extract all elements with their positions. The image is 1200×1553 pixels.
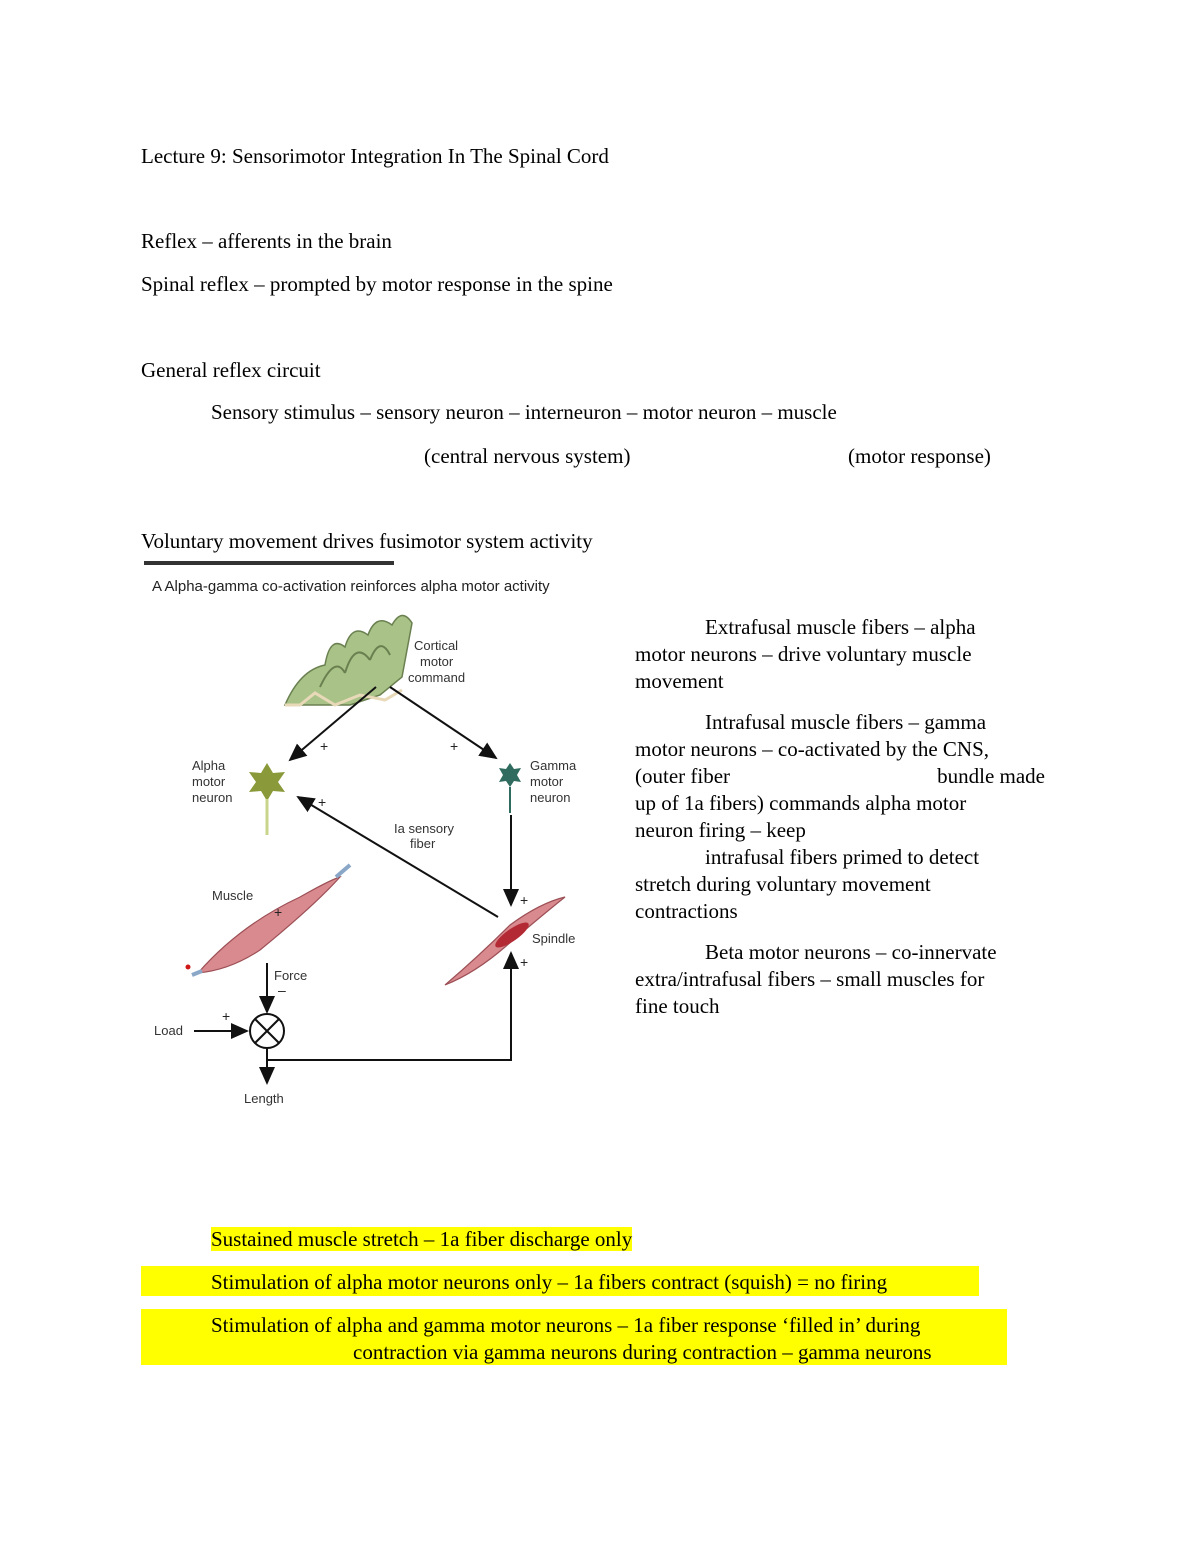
gamma-label-1: Gamma — [530, 758, 577, 773]
cortical-label-2: motor — [420, 654, 454, 669]
cortex-illustration — [285, 615, 412, 705]
page-title: Lecture 9: Sensorimotor Integration In The Spinal Cord — [141, 144, 609, 168]
highlight-text: Sustained muscle stretch – 1a fiber discharge only — [211, 1227, 633, 1251]
intrafusal-line: neuron firing – keep — [635, 818, 806, 842]
beta-line: extra/intrafusal fibers – small muscles for — [635, 967, 985, 991]
beta-line: fine touch — [635, 994, 720, 1018]
highlight-line-2: Stimulation of alpha motor neurons only – 1a fibers contract (squish) = no firing — [211, 1270, 888, 1294]
ia-sensory-fiber-arrow — [298, 797, 498, 917]
spindle-label: Spindle — [532, 931, 576, 946]
plus-sign: + — [318, 794, 327, 810]
intrafusal-indent-line: intrafusal fibers primed to detect — [705, 845, 980, 869]
gamma-label-3: neuron — [530, 790, 571, 805]
highlight-line-3a: Stimulation of alpha and gamma motor neurons – 1a fiber response ‘filled in’ during — [211, 1313, 921, 1337]
alpha-label-2: motor — [192, 774, 226, 789]
plus-sign: + — [320, 738, 329, 754]
plus-sign: + — [450, 738, 459, 754]
extrafusal-note — [635, 614, 1045, 695]
intrafusal-lead: Intrafusal muscle fibers – gamma — [705, 710, 987, 734]
intrafusal-line: motor neurons – co-activated by the CNS, — [635, 737, 990, 761]
cns-note: (central nervous system) — [424, 444, 631, 468]
gamma-label-2: motor — [530, 774, 564, 789]
highlight-line-3b: contraction via gamma neurons during contraction – gamma neurons — [353, 1340, 932, 1364]
gamma-motor-neuron — [499, 763, 521, 787]
intrafusal-note — [635, 709, 1045, 925]
side-notes — [635, 614, 1045, 1034]
comparator-junction — [250, 1014, 284, 1048]
plus-sign: + — [520, 892, 529, 908]
intrafusal-line: stretch during voluntary movement — [635, 872, 931, 896]
ia-label-2: fiber — [410, 836, 436, 851]
length-label: Length — [244, 1091, 284, 1106]
motor-response-note: (motor response) — [848, 444, 991, 468]
force-label: Force — [274, 968, 308, 983]
cropped-text-remnant — [144, 561, 394, 565]
load-label: Load — [154, 1023, 183, 1038]
intrafusal-line: up of 1a fibers) commands alpha motor — [635, 791, 967, 815]
beta-note — [635, 939, 1045, 1020]
extrafusal-lead: Extrafusal muscle fibers – alpha — [705, 615, 976, 639]
spinal-reflex-definition: Spinal reflex – prompted by motor response in the spine — [141, 272, 613, 296]
plus-sign: + — [222, 1008, 231, 1024]
alpha-gamma-figure — [140, 555, 620, 1115]
highlight-line-1 — [211, 1226, 632, 1253]
force-minus: – — [278, 982, 286, 998]
intrafusal-outer-b: bundle made — [937, 764, 1045, 788]
arrow-to-gamma — [390, 687, 496, 758]
beta-lead: Beta motor neurons – co-innervate — [705, 940, 997, 964]
voluntary-heading: Voluntary movement drives fusimotor system activity — [141, 529, 593, 553]
alpha-label-3: neuron — [192, 790, 233, 805]
muscle-illustration — [186, 865, 351, 975]
extrafusal-line: movement — [635, 669, 724, 693]
ia-label-1: Ia sensory — [394, 821, 454, 836]
reflex-definition: Reflex – afferents in the brain — [141, 229, 392, 253]
alpha-label-1: Alpha — [192, 758, 226, 773]
cortical-label-1: Cortical — [414, 638, 459, 653]
circuit-heading: General reflex circuit — [141, 358, 321, 382]
intrafusal-outer-a: (outer fiber — [635, 764, 731, 788]
circuit-chain: Sensory stimulus – sensory neuron – interneuron – motor neuron – muscle — [211, 400, 837, 424]
extrafusal-line: motor neurons – drive voluntary muscle — [635, 642, 972, 666]
alpha-motor-neuron — [249, 763, 285, 801]
muscle-label: Muscle — [212, 888, 254, 903]
figure-title: A Alpha-gamma co-activation reinforces alpha motor activity — [152, 578, 550, 595]
intrafusal-line: contractions — [635, 899, 738, 923]
plus-sign: + — [274, 904, 283, 920]
intrafusal-outer-line — [635, 763, 1045, 790]
cortical-label-3: command — [408, 670, 466, 685]
plus-sign: + — [520, 954, 529, 970]
